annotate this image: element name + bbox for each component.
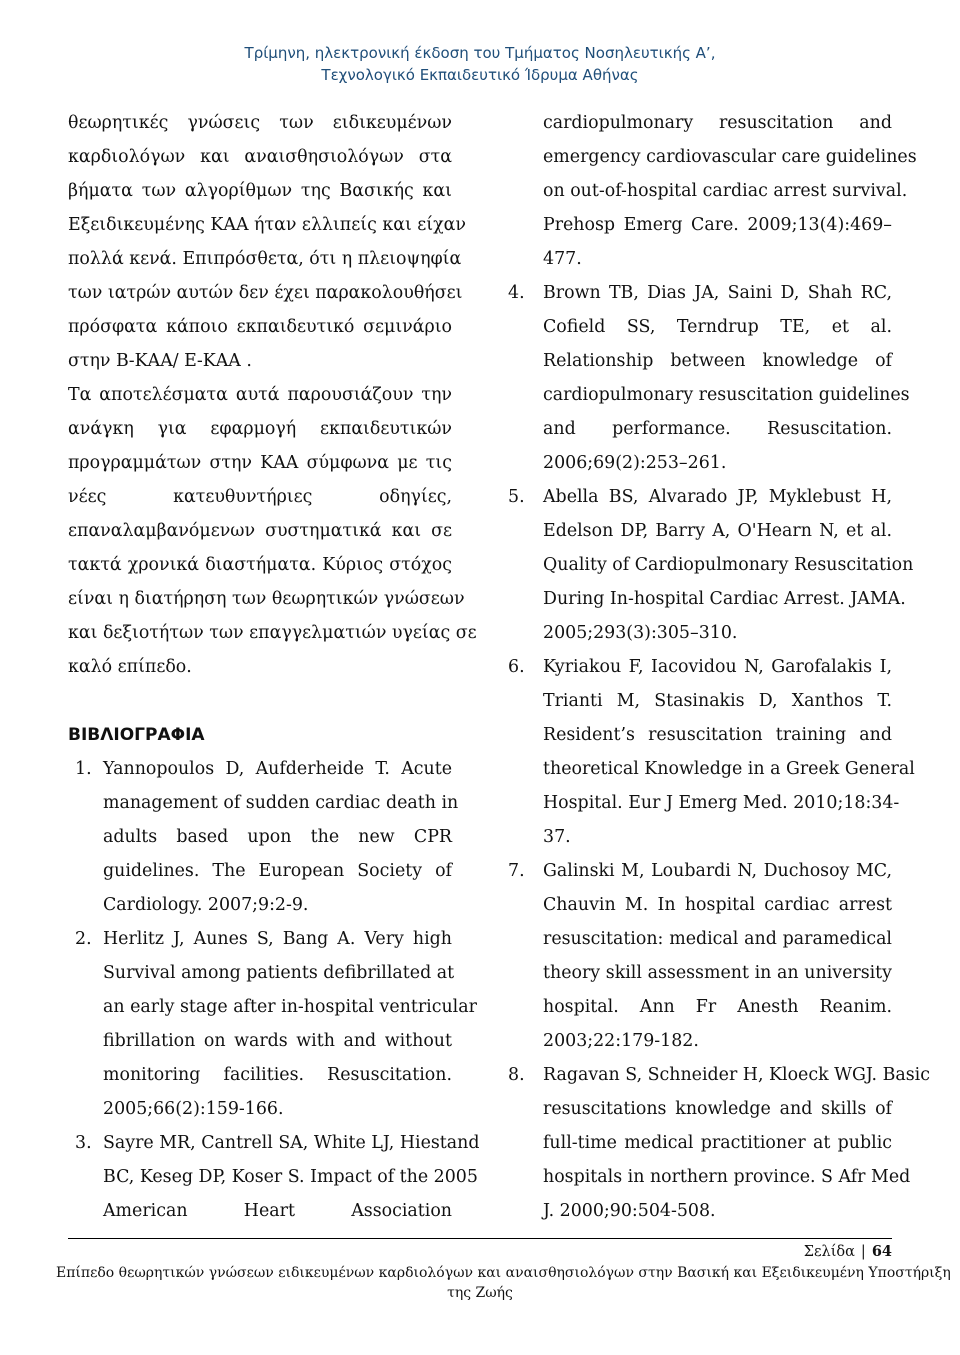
- text-line: Galinski M, Loubardi N, Duchosoy MC,: [543, 861, 892, 881]
- text-line: Chauvin M. In hospital cardiac arrest: [543, 895, 892, 915]
- text-line: Edelson DP, Barry A, O'Hearn N, et al.: [543, 521, 892, 541]
- reference-7: [508, 854, 892, 1058]
- text-line: guidelines. The European Society of: [103, 861, 452, 881]
- text-line: cardiopulmonary resuscitation and: [543, 113, 892, 133]
- journal-header: [0, 42, 960, 86]
- text-line: an early stage after in-hospital ventricular: [103, 997, 477, 1017]
- page-footer: [56, 1238, 951, 1303]
- text-line: theory skill assessment in an university: [543, 963, 892, 983]
- text-line: monitoring facilities. Resuscitation.: [103, 1065, 452, 1085]
- text-line: στην Β-ΚΑΑ/ Ε-ΚΑΑ .: [68, 351, 252, 371]
- text-line: Abella BS, Alvarado JP, Myklebust H,: [543, 487, 892, 507]
- reference-body: [543, 1058, 930, 1228]
- text-line: νέες κατευθυντήριες οδηγίες,: [68, 487, 452, 507]
- reference-4: [508, 276, 910, 480]
- reference-number: 8.: [508, 1065, 525, 1085]
- bibliography-heading: ΒΙΒΛΙΟΓΡΑΦΙΑ: [68, 725, 205, 745]
- text-line: Resident’s resuscitation training and: [543, 725, 892, 745]
- reference-body: [543, 854, 892, 1058]
- text-line: hospitals in northern province. S Afr Med: [543, 1167, 911, 1187]
- text-line: management of sudden cardiac death in: [103, 793, 459, 813]
- page-label: Σελίδα: [803, 1244, 855, 1260]
- text-line: cardiopulmonary resuscitation guidelines: [543, 385, 910, 405]
- text-line: Hospital. Eur J Emerg Med. 2010;18:34-: [543, 793, 900, 813]
- text-line: 2005;293(3):305–310.: [543, 623, 738, 643]
- text-line: 2006;69(2):253–261.: [543, 453, 727, 473]
- reference-body: [543, 106, 917, 276]
- text-line: Survival among patients defibrillated at: [103, 963, 455, 983]
- text-line: Kyriakou F, Iacovidou N, Garofalakis I,: [543, 657, 892, 677]
- page-number: 64: [871, 1243, 892, 1260]
- text-line: πολλά κενά. Επιπρόσθετα, ότι η πλειοψηφία: [68, 249, 462, 269]
- paragraph-2: [68, 378, 477, 684]
- reference-3: [68, 1126, 480, 1228]
- reference-number: 5.: [508, 487, 525, 507]
- reference-number: 7.: [508, 861, 525, 881]
- reference-number: 2.: [75, 929, 92, 949]
- text-line: emergency cardiovascular care guidelines: [543, 147, 917, 167]
- text-line: Relationship between knowledge of: [543, 351, 892, 371]
- reference-body: [543, 276, 910, 480]
- text-line: Τα αποτελέσματα αυτά παρουσιάζουν την: [68, 385, 452, 405]
- text-line: theoretical Knowledge in a Greek General: [543, 759, 915, 779]
- text-line: καρδιολόγων και αναισθησιολόγων στα: [68, 147, 452, 167]
- journal-header-line-1: Τρίμηνη, ηλεκτρονική έκδοση του Τμήματος Νοσηλευτικής Α’,: [244, 44, 716, 62]
- text-line: American Heart Association: [103, 1201, 452, 1221]
- reference-number: 4.: [508, 283, 525, 303]
- text-line: on out-of-hospital cardiac arrest survival.: [543, 181, 908, 201]
- text-line: θεωρητικές γνώσεις των ειδικευμένων: [68, 113, 452, 133]
- text-line: των ιατρών αυτών δεν έχει παρακολουθήσει: [68, 283, 463, 303]
- text-line: τακτά χρονικά διαστήματα. Κύριος στόχος: [68, 555, 452, 575]
- footer-article-title: [56, 1263, 951, 1303]
- text-line: BC, Keseg DP, Koser S. Impact of the 2005: [103, 1167, 478, 1187]
- page-separator: |: [860, 1244, 866, 1260]
- text-line: Cardiology. 2007;9:2-9.: [103, 895, 309, 915]
- reference-2: [68, 922, 477, 1126]
- text-line: Trianti M, Stasinakis D, Xanthos T.: [543, 691, 892, 711]
- reference-body: [103, 752, 459, 922]
- text-line: βήματα των αλγορίθμων της Βασικής και: [68, 181, 452, 201]
- text-line: resuscitation: medical and paramedical: [543, 929, 892, 949]
- text-line: είναι η διατήρηση των θεωρητικών γνώσεων: [68, 589, 465, 609]
- text-line: J. 2000;90:504-508.: [543, 1201, 716, 1221]
- text-line: πρόσφατα κάποιο εκπαιδευτικό σεμινάριο: [68, 317, 452, 337]
- text-line: επαναλαμβανόμενων συστηματικά και σε: [68, 521, 452, 541]
- text-line: προγραμμάτων στην ΚΑΑ σύμφωνα με τις: [68, 453, 452, 473]
- right-column: [508, 106, 930, 1228]
- text-line: hospital. Ann Fr Anesth Reanim.: [543, 997, 892, 1017]
- reference-body: [543, 480, 914, 650]
- text-line: and performance. Resuscitation.: [543, 419, 892, 439]
- text-line: Cofield SS, Terndrup TE, et al.: [543, 317, 892, 337]
- reference-number: 6.: [508, 657, 525, 677]
- text-line: Prehosp Emerg Care. 2009;13(4):469–: [543, 215, 892, 235]
- reference-5: [508, 480, 914, 650]
- text-line: 2005;66(2):159-166.: [103, 1099, 284, 1119]
- left-column: [68, 106, 480, 1228]
- footer-title-line-2: της Ζωής: [447, 1285, 513, 1301]
- text-line: 477.: [543, 249, 582, 269]
- text-line: 2003;22:179-182.: [543, 1031, 699, 1051]
- reference-number: 3.: [75, 1133, 92, 1153]
- page-number-row: [68, 1239, 892, 1263]
- text-line: 37.: [543, 827, 571, 847]
- paragraph-1: [68, 106, 466, 378]
- journal-header-line-2: Τεχνολογικό Εκπαιδευτικό Ίδρυμα Αθήνας: [321, 66, 639, 84]
- text-line: Brown TB, Dias JA, Saini D, Shah RC,: [543, 283, 892, 303]
- text-line: adults based upon the new CPR: [103, 827, 452, 847]
- reference-6: [508, 650, 915, 854]
- reference-1: [68, 752, 459, 922]
- reference-body: [543, 650, 915, 854]
- text-line: Ragavan S, Schneider H, Kloeck WGJ. Basic: [543, 1065, 930, 1085]
- reference-body: [103, 1126, 480, 1228]
- text-line: Herlitz J, Aunes S, Bang A. Very high: [103, 929, 452, 949]
- reference-body: [103, 922, 477, 1126]
- reference-3-continued: [508, 106, 917, 276]
- text-line: Yannopoulos D, Aufderheide T. Acute: [103, 759, 452, 779]
- footer-title-line-1: Επίπεδο θεωρητικών γνώσεων ειδικευμένων καρδιολόγων και αναισθησιολόγων στην Βασική και Εξειδικευμένη Υποστήριξη: [56, 1265, 951, 1281]
- reference-8: [508, 1058, 930, 1228]
- text-line: resuscitations knowledge and skills of: [543, 1099, 892, 1119]
- text-line: fibrillation on wards with and without: [103, 1031, 452, 1051]
- text-line: Sayre MR, Cantrell SA, White LJ, Hiestand: [103, 1133, 480, 1153]
- text-line: full-time medical practitioner at public: [543, 1133, 892, 1153]
- spacer: [68, 684, 452, 718]
- text-line: ανάγκη για εφαρμογή εκπαιδευτικών: [68, 419, 452, 439]
- text-line: Quality of Cardiopulmonary Resuscitation: [543, 555, 914, 575]
- reference-number: 1.: [75, 759, 92, 779]
- text-line: During In-hospital Cardiac Arrest. JAMA.: [543, 589, 906, 609]
- text-line: καλό επίπεδο.: [68, 657, 192, 677]
- text-line: και δεξιοτήτων των επαγγελματιών υγείας σε: [68, 623, 477, 643]
- text-line: Εξειδικευμένης ΚΑΑ ήταν ελλιπείς και είχαν: [68, 215, 466, 235]
